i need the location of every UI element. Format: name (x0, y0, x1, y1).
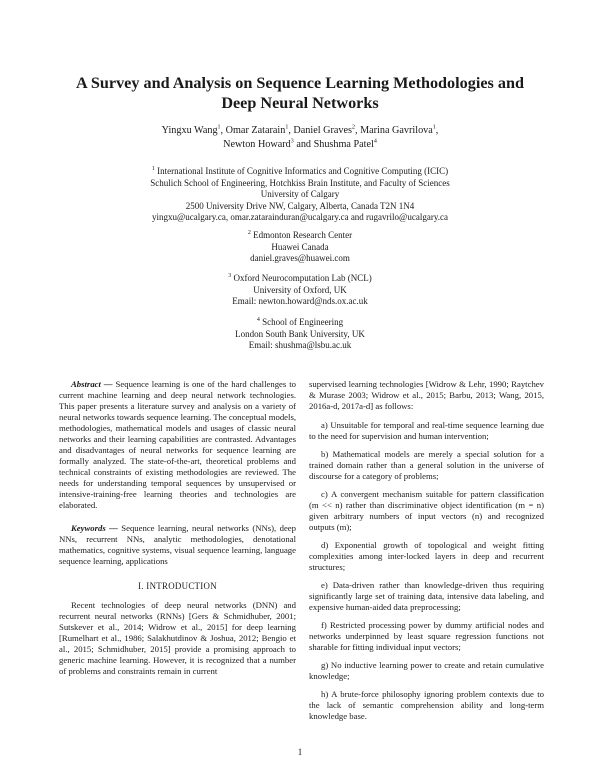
author-sup: 1 (285, 124, 289, 131)
affiliation-1: $^1$ International Institute of Cognitive Informatics and Cognitive Computing (ICIC) Schulich School of Engineering, Hotchkiss Brain Institute, and Faculty of Sciences University of Calgary 2500 University Drive NW, Calgary, Alberta, Canada T2N 1N4 yingxu@ucalgary.ca, omar.zatarainduran@ucalgary.ca and rugavrilo@ucalgary.ca (100, 166, 500, 224)
affiliation-4: $^4$ School of Engineering London South Bank University, UK Email: shushma@lsbu.ac.uk (100, 317, 500, 352)
right-column (309, 379, 544, 729)
keywords-label: Keywords — (71, 523, 118, 533)
page-number: 1 (297, 747, 303, 757)
author-sup: 2 (351, 124, 355, 131)
section-heading: I. INTRODUCTION (138, 581, 217, 591)
author-list (100, 124, 500, 151)
email: Email: newton.howard@nds.ox.ac.uk (232, 296, 368, 307)
email: daniel.graves@huawei.com (250, 253, 350, 264)
author-sup: 3 (290, 138, 294, 145)
affiliation-2: $^2$ Edmonton Research Center Huawei Canada daniel.graves@huawei.com (100, 230, 500, 265)
paper-title: A Survey and Analysis on Sequence Learning Methodologies and Deep Neural Networks (76, 74, 524, 112)
author-line-1: Yingxu Wang$^1$, Omar Zatarain$^1$, Daniel Graves$^2$, Marina Gavrilova$^1$, (161, 124, 439, 136)
author-sup: 4 (373, 138, 377, 145)
list-item: f) Restricted processing power by dummy artificial nodes and networks underpinned by least square regression functions not sharable for fitting individual input vectors; (309, 620, 544, 652)
email: Email: shushma@lsbu.ac.uk (248, 340, 352, 351)
author-sup: 1 (217, 124, 221, 131)
list-item: h) A brute-force philosophy ignoring problem contexts due to the lack of semantic comprehension ability and long-term knowledge base. (309, 689, 544, 721)
list-item: c) A convergent mechanism suitable for pattern classification (m << n) rather than discriminative object identification (m = n) given arbitrary numbers of input vectors (n) and recognized outputs (m); (309, 489, 544, 532)
list-item: b) Mathematical models are merely a special solution for a trained domain rather than a general solution in the universe of discourse for a category of problems; (309, 449, 544, 481)
email: yingxu@ucalgary.ca, omar.zatarainduran@ucalgary.ca and rugavrilo@ucalgary.ca (152, 212, 448, 223)
keywords-text: Sequence learning, neural networks (NNs), deep NNs, recurrent NNs, analytic methodologies, denotational mathematics, cognitive systems, visual sequence learning, language sequence learning, applications (59, 523, 297, 566)
keywords (59, 523, 296, 567)
abstract-label: Abstract — (71, 379, 113, 389)
author-sup: 1 (432, 124, 436, 131)
abstract-text: Sequence learning is one of the hard challenges to current machine learning and deep neural network technologies. This paper presents a literature survey and analysis on a variety of neural networks towards sequence learning. The conceptual models, methodologies, mathematical models and usages of classic neural networks and their learning capabilities are contrasted. Advantages and disadvantages of neural networks for sequence learning are formally analyzed. The state-of-the-art, theoretical problems and technical constraints of existing methodologies are reviewed. The needs for understanding temporal sequences by unsupervised or intensive-training-free learning theories and technologies are elaborated. (59, 379, 297, 510)
affiliation-3: $^3$ Oxford Neurocomputation Lab (NCL) University of Oxford, UK Email: newton.howard@nds.ox.ac.uk (100, 273, 500, 308)
list-item: a) Unsuitable for temporal and real-time sequence learning due to the need for supervision and human intervention; (309, 420, 544, 441)
intro-paragraph: Recent technologies of deep neural networks (DNN) and recurrent neural networks (RNNs) [Gers & Schmidhuber, 2001; Sutskever et al., 2014; Widrow et al., 2015] for deep learning [Rumelhart et al., 1986; Salakhutdinov & Joshua, 2012; Bengio et al., 2015; Schmidhuber, 2015] provide a promising approach to generic machine learning. However, it is recognized that a number of problems and constraints remain in current (59, 600, 296, 676)
intro-continuation: supervised learning technologies [Widrow & Lehr, 1990; Raytchev & Murase 2003; Widrow et al., 2015; Barbu, 2013; Wang, 2015, 2016a-d, 2017a-d] as follows: (309, 379, 544, 411)
author-name: Shushma Patel (313, 138, 374, 150)
author-name: Daniel Graves (293, 125, 352, 136)
author-name: Marina Gavrilova (360, 125, 433, 136)
list-item: d) Exponential growth of topological and weight fitting complexities among inter-locked layers in deep and recurrent structures; (309, 540, 544, 572)
author-name: Yingxu Wang (161, 125, 218, 136)
list-item: g) No inductive learning power to create and retain cumulative knowledge; (309, 660, 544, 681)
author-name: Newton Howard (223, 138, 291, 150)
author-line-2: Newton Howard$^3$ and Shushma Patel$^4$ (223, 138, 377, 150)
abstract (59, 379, 296, 511)
author-name: Omar Zatarain (225, 125, 286, 136)
left-column (59, 379, 296, 684)
list-item: e) Data-driven rather than knowledge-driven thus requiring significantly large set of training data, intensive data labeling, and expensive human-aided data preprocessing; (309, 580, 544, 612)
